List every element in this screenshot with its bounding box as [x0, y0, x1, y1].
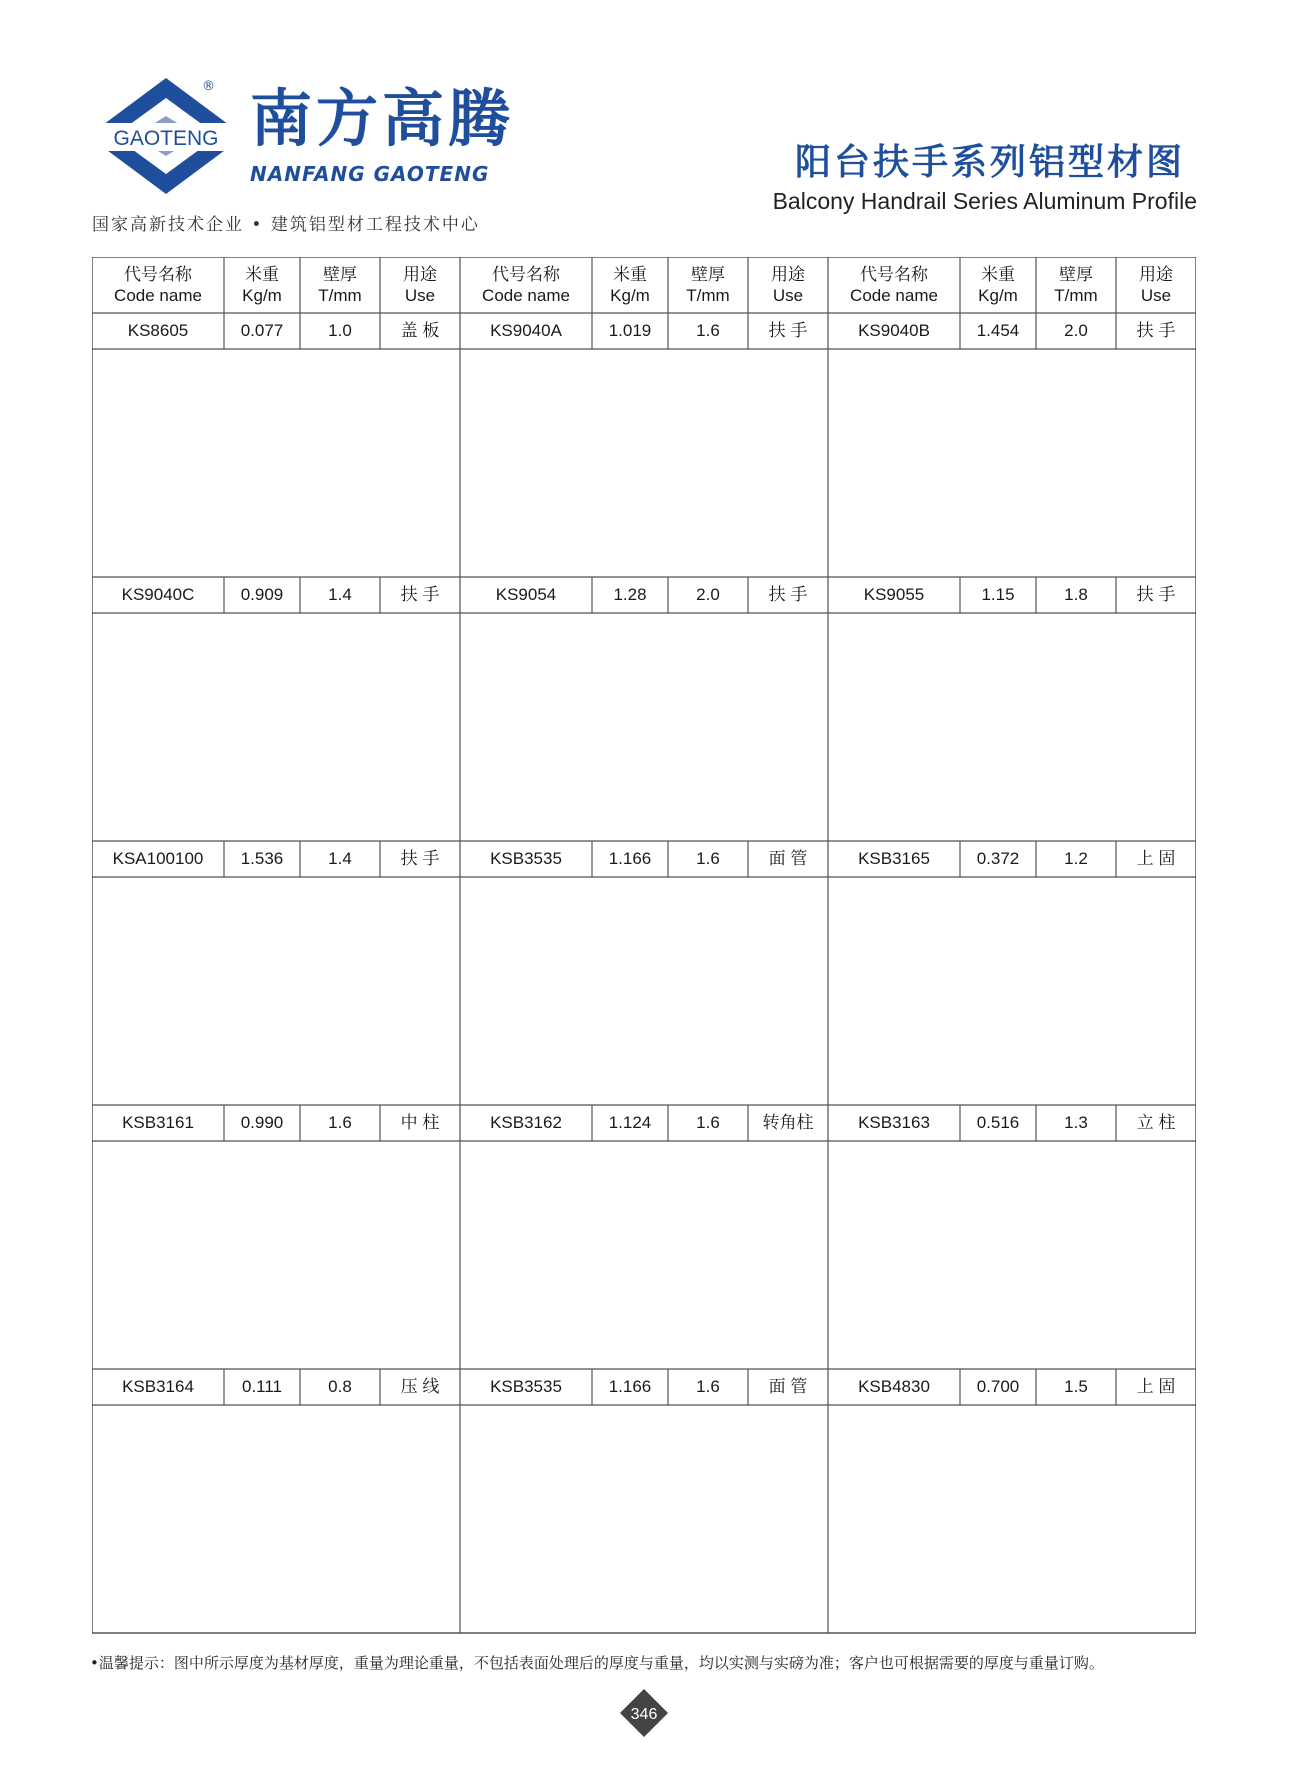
- header-code-name-en: Code name: [114, 286, 202, 305]
- brand-name-en: NANFANG GAOTENG: [250, 162, 490, 186]
- profile-drawing: [460, 349, 828, 577]
- header-use: [748, 257, 828, 313]
- profile-thickness: 1.6: [696, 321, 720, 341]
- header-weight-en: Kg/m: [978, 286, 1018, 305]
- page-number-badge: [619, 1688, 669, 1738]
- brand-name-cn: 南方高腾: [250, 82, 515, 155]
- header-thickness-en: T/mm: [1054, 286, 1098, 305]
- profile-use: 扶 手: [1136, 585, 1176, 605]
- profile-drawing: [460, 613, 828, 841]
- profile-use: 扶 手: [768, 585, 808, 605]
- header-thickness-cn: 壁厚: [1059, 264, 1093, 284]
- header-thickness-en: T/mm: [686, 286, 730, 305]
- profile-drawing: [460, 1141, 828, 1369]
- header-code-name-cn: 代号名称: [859, 264, 928, 284]
- profile-weight: 1.28: [613, 585, 647, 605]
- profile-table: [92, 257, 1196, 1638]
- profile-weight: 0.077: [240, 321, 284, 341]
- header-thickness-en: T/mm: [318, 286, 362, 305]
- profile-code: KSB3165: [858, 849, 930, 869]
- profile-use: 立 柱: [1136, 1113, 1176, 1133]
- profile-thickness: 1.5: [1064, 1377, 1088, 1397]
- profile-drawing: [828, 613, 1196, 841]
- profile-thickness: 1.6: [696, 1113, 720, 1133]
- profile-code: KSB3535: [490, 849, 562, 869]
- profile-use: 扶 手: [1136, 321, 1176, 341]
- header-code-name: [828, 257, 960, 313]
- header-code-name: [460, 257, 592, 313]
- profile-use: 转角柱: [762, 1113, 814, 1133]
- profile-thickness: 1.6: [696, 1377, 720, 1397]
- profile-drawing: [92, 1141, 460, 1369]
- header-thickness: [668, 257, 748, 313]
- profile-use: 压 线: [400, 1377, 440, 1397]
- header-weight-cn: 米重: [613, 264, 647, 284]
- gaoteng-logo: [86, 76, 246, 198]
- profile-weight: 0.111: [241, 1377, 283, 1397]
- profile-thickness: 1.6: [696, 849, 720, 869]
- profile-code: KS9040C: [121, 585, 195, 605]
- header-use-cn: 用途: [403, 264, 437, 284]
- profile-thickness: 1.8: [1064, 585, 1088, 605]
- profile-code: KSB3535: [490, 1377, 562, 1397]
- profile-drawing: [828, 1141, 1196, 1369]
- profile-weight: 1.166: [608, 1377, 652, 1397]
- profile-weight: 1.124: [608, 1113, 652, 1133]
- profile-use: 面 管: [768, 849, 808, 869]
- header-thickness: [300, 257, 380, 313]
- profile-weight: 1.019: [608, 321, 652, 341]
- profile-weight: 1.166: [608, 849, 652, 869]
- header-code-name-cn: 代号名称: [491, 264, 560, 284]
- page-title-cn: 阳台扶手系列铝型材图: [794, 142, 1185, 183]
- profile-code: KSA100100: [112, 849, 204, 869]
- profile-weight: 1.536: [240, 849, 284, 869]
- footer-note: •温馨提示：图中所示厚度为基材厚度，重量为理论重量，不包括表面处理后的厚度与重量，均以实测与实磅为准；客户也可根据需要的厚度与重量订购。: [90, 1654, 1104, 1672]
- tagline: 国家高新技术企业 • 建筑铝型材工程技术中心: [92, 215, 480, 235]
- profile-code: KS9040A: [490, 321, 562, 341]
- header-weight-cn: 米重: [245, 264, 279, 284]
- profile-code: KSB3162: [490, 1113, 562, 1133]
- profile-drawing: [92, 349, 460, 577]
- profile-thickness: 2.0: [1064, 321, 1088, 341]
- profile-code: KS9054: [495, 585, 557, 605]
- header-use-en: Use: [404, 286, 436, 305]
- profile-use: 盖 板: [400, 321, 440, 341]
- profile-weight: 0.700: [976, 1377, 1020, 1397]
- profile-drawing: [828, 877, 1196, 1105]
- profile-weight: 0.909: [240, 585, 284, 605]
- profile-code: KS8605: [127, 321, 189, 341]
- profile-use: 面 管: [768, 1377, 808, 1397]
- profile-thickness: 0.8: [328, 1377, 352, 1397]
- profile-drawing: [460, 1405, 828, 1633]
- header-thickness-cn: 壁厚: [691, 264, 725, 284]
- profile-use: 扶 手: [768, 321, 808, 341]
- profile-thickness: 1.0: [328, 321, 352, 341]
- profile-code: KS9040B: [858, 321, 930, 341]
- header-code-name-en: Code name: [850, 286, 938, 305]
- header-code-name-cn: 代号名称: [123, 264, 192, 284]
- header-weight-en: Kg/m: [242, 286, 282, 305]
- header-weight-en: Kg/m: [610, 286, 650, 305]
- profile-drawing: [92, 1405, 460, 1633]
- profile-thickness: 2.0: [696, 585, 720, 605]
- profile-use: 上 固: [1136, 1377, 1176, 1397]
- profile-code: KS9055: [863, 585, 925, 605]
- profile-drawing: [460, 877, 828, 1105]
- profile-code: KSB3164: [122, 1377, 194, 1397]
- header-weight-cn: 米重: [981, 264, 1015, 284]
- profile-weight: 0.990: [240, 1113, 284, 1133]
- header-use: [380, 257, 460, 313]
- profile-weight: 0.372: [976, 849, 1020, 869]
- profile-use: 上 固: [1136, 849, 1176, 869]
- header-weight: [224, 257, 300, 313]
- logo-text: GAOTENG: [113, 127, 219, 150]
- header-use-en: Use: [1140, 286, 1172, 305]
- page-number: 346: [630, 1706, 658, 1723]
- header-thickness: [1036, 257, 1116, 313]
- page-title-en: Balcony Handrail Series Aluminum Profile: [772, 188, 1197, 214]
- profile-weight: 1.15: [981, 585, 1015, 605]
- profile-use: 扶 手: [400, 585, 440, 605]
- profile-code: KSB4830: [858, 1377, 930, 1397]
- profile-thickness: 1.4: [328, 849, 352, 869]
- profile-thickness: 1.6: [328, 1113, 352, 1133]
- header-weight: [592, 257, 668, 313]
- profile-drawing: [92, 877, 460, 1105]
- profile-weight: 0.516: [976, 1113, 1020, 1133]
- header-use-en: Use: [772, 286, 804, 305]
- header-use: [1116, 257, 1196, 313]
- header-code-name: [92, 257, 224, 313]
- profile-use: 扶 手: [400, 849, 440, 869]
- profile-code: KSB3161: [122, 1113, 194, 1133]
- profile-thickness: 1.2: [1064, 849, 1088, 869]
- header-use-cn: 用途: [771, 264, 805, 284]
- profile-code: KSB3163: [858, 1113, 930, 1133]
- profile-weight: 1.454: [976, 321, 1020, 341]
- header-use-cn: 用途: [1139, 264, 1173, 284]
- registered-mark: ®: [202, 79, 215, 94]
- profile-drawing: [92, 613, 460, 841]
- header-code-name-en: Code name: [482, 286, 570, 305]
- profile-thickness: 1.3: [1064, 1113, 1088, 1133]
- header-thickness-cn: 壁厚: [323, 264, 357, 284]
- profile-thickness: 1.4: [328, 585, 352, 605]
- profile-use: 中 柱: [400, 1113, 440, 1133]
- profile-drawing: [828, 1405, 1196, 1633]
- header-weight: [960, 257, 1036, 313]
- profile-drawing: [828, 349, 1196, 577]
